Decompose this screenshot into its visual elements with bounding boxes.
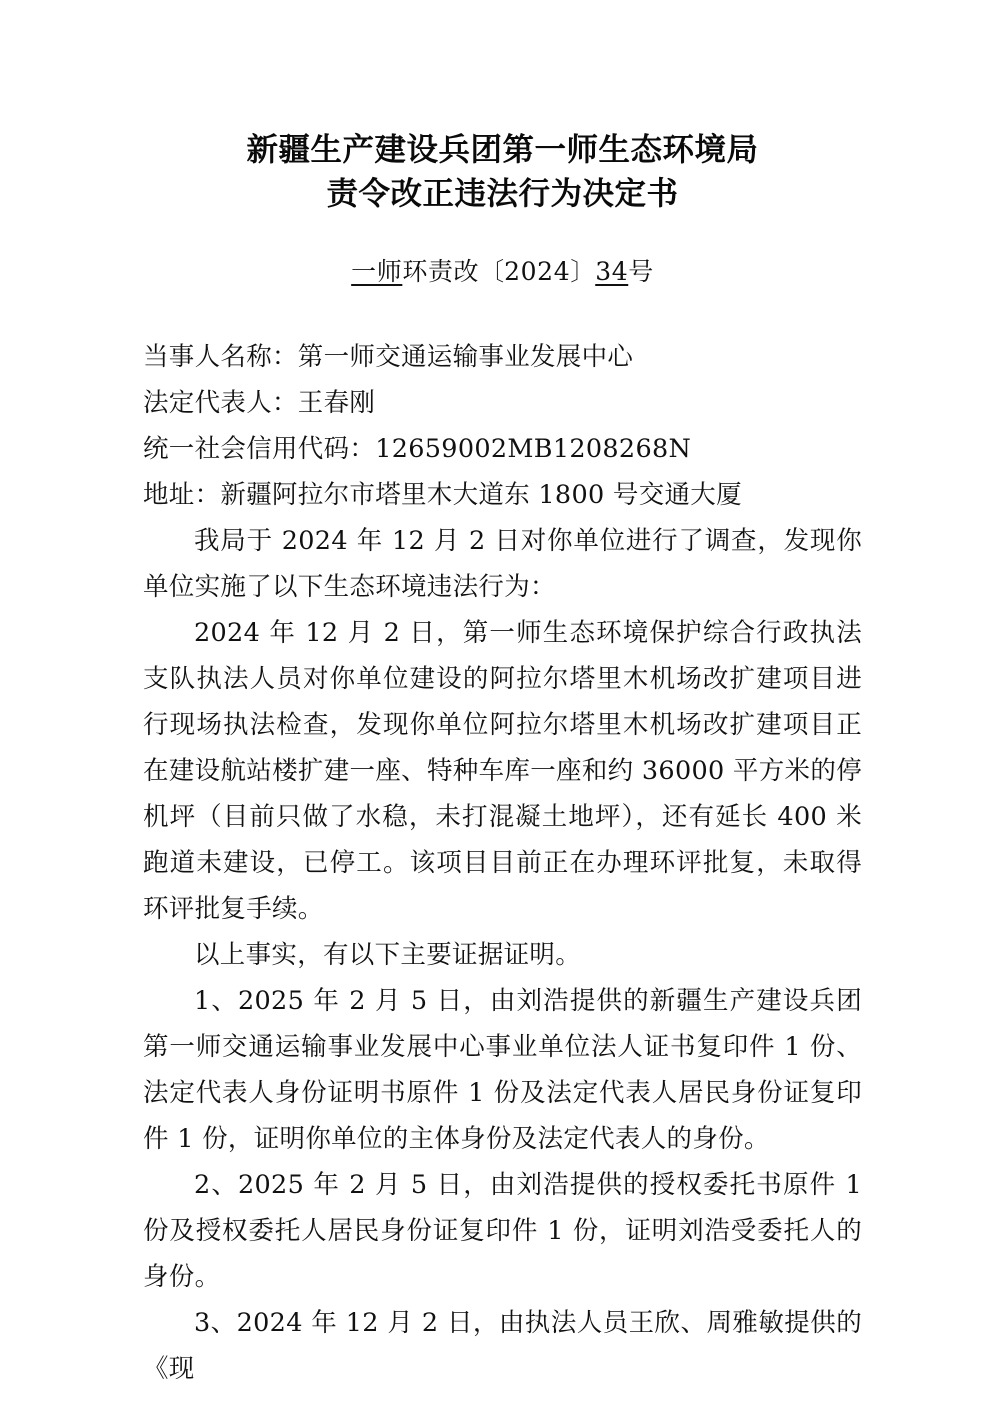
evidence-item-2: 2、2025 年 2 月 5 日，由刘浩提供的授权委托书原件 1 份及授权委托人居民身份证复印件 1 份，证明刘浩受委托人的身份。 bbox=[143, 1170, 862, 1292]
document-number-year: 2024 bbox=[504, 257, 571, 286]
investigation-paragraph: 我局于 2024 年 12 月 2 日对你单位进行了调查，发现你单位实施了以下生态环境违法行为： bbox=[143, 526, 862, 602]
document-body bbox=[143, 292, 862, 1392]
document-number-bracket-open: 〔 bbox=[479, 257, 505, 286]
legal-representative-line: 法定代表人：王春刚 bbox=[143, 388, 376, 418]
document-number bbox=[143, 216, 862, 292]
document-title-line-2: 责令改正违法行为决定书 bbox=[326, 175, 679, 212]
document-title-line-1: 新疆生产建设兵团第一师生态环境局 bbox=[246, 131, 759, 168]
party-name-line: 当事人名称：第一师交通运输事业发展中心 bbox=[143, 342, 634, 372]
document-number-suffix: 号 bbox=[628, 257, 654, 286]
document-number-prefix-rest: 环责改 bbox=[402, 257, 480, 286]
address-line: 地址：新疆阿拉尔市塔里木大道东 1800 号交通大厦 bbox=[143, 480, 742, 510]
evidence-item-1: 1、2025 年 2 月 5 日，由刘浩提供的新疆生产建设兵团第一师交通运输事业发展中心事业单位法人证书复印件 1 份、法定代表人身份证明书原件 1 份及法定代表人居民身份证复印件 1 份，证明你单位的主体身份及法定代表人的身份。 bbox=[143, 986, 862, 1154]
document-number-serial: 34 bbox=[595, 257, 629, 286]
evidence-intro-paragraph: 以上事实，有以下主要证据证明。 bbox=[194, 940, 582, 970]
page-content bbox=[143, 0, 862, 1392]
document-number-bracket-close: 〕 bbox=[570, 257, 596, 286]
document-number-prefix: 一师 bbox=[351, 257, 403, 286]
document-title bbox=[143, 0, 862, 216]
credit-code-line: 统一社会信用代码：12659002MB1208268N bbox=[143, 434, 692, 464]
evidence-item-3: 3、2024 年 12 月 2 日，由执法人员王欣、周雅敏提供的《现 bbox=[143, 1308, 862, 1384]
violation-paragraph: 2024 年 12 月 2 日，第一师生态环境保护综合行政执法支队执法人员对你单位建设的阿拉尔塔里木机场改扩建项目进行现场执法检查，发现你单位阿拉尔塔里木机场改扩建项目正在建设航站楼扩建一座、特种车库一座和约 36000 平方米的停机坪（目前只做了水稳，未打混凝土地坪），还有延长 400 米跑道未建设，已停工。该项目目前正在办理环评批复，未取得环评批复手续。 bbox=[143, 618, 862, 924]
